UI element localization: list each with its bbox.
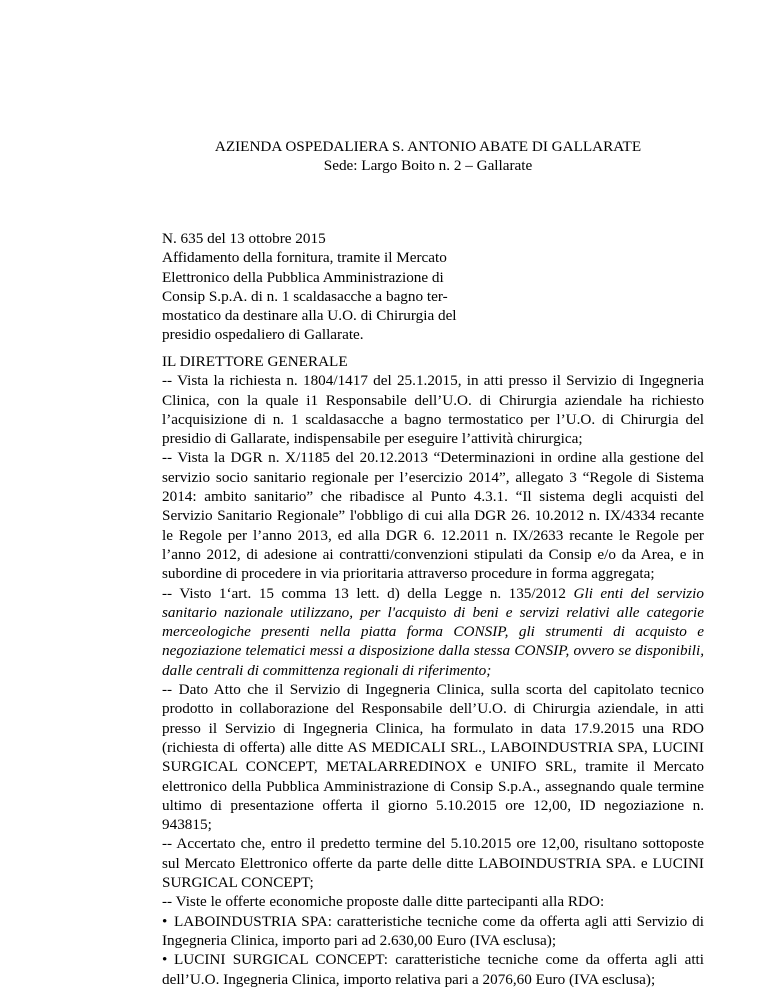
bullet-icon: • xyxy=(162,912,168,930)
law-reference: -- Visto 1‘art. 15 comma 13 lett. d) della Legge n. 135/2012 xyxy=(162,584,574,602)
reference-line: Consip S.p.A. di n. 1 scaldasacche a bagno ter- xyxy=(162,287,448,305)
reference-line: Affidamento della fornitura, tramite il Mercato xyxy=(162,249,447,267)
document-header xyxy=(0,137,768,175)
paragraph-offers-intro: -- Viste le offerte economiche proposte dalle ditte partecipanti alla RDO: xyxy=(162,893,605,911)
paragraph-offers-received: -- Accertato che, entro il predetto termine del 5.10.2015 ore 12,00, risultano sottoposte sul Mercato Elettronico offerte da parte delle ditte LABOINDUSTRIA SPA. e LUCINI SURGICAL CONCEPT; xyxy=(162,835,704,892)
paragraph-rdo: -- Dato Atto che il Servizio di Ingegneria Clinica, sulla scorta del capitolato tecnico prodotto in collaborazione del Responsabile dell’U.O. di Chirurgia aziendale, in atti presso il Servizio di Ingegneria Clinica, ha formulato in data 17.9.2015 una RDO (richiesta di offerta) alle ditte AS MEDICALI SRL., LABOINDUSTRIA SPA, LUCINI SURGICAL CONCEPT, METALARREDINOX e UNIFO SRL, tramite il Mercato elettronico della Pubblica Amministrazione di Consip S.p.A., assegnando quale termine ultimo di presentazione offerta il giorno 5.10.2015 ore 12,00, ID negoziazione n. 943815; xyxy=(162,681,704,834)
bullet-text: LUCINI SURGICAL CONCEPT: caratteristiche tecniche come da offerta agli atti dell’U.O. Ingegneria Clinica, importo relativa pari a 2076,60 Euro (IVA esclusa); xyxy=(162,951,704,988)
reference-line: N. 635 del 13 ottobre 2015 xyxy=(162,230,326,247)
paragraph-law xyxy=(162,584,704,680)
section-title: IL DIRETTORE GENERALE xyxy=(162,353,348,370)
bullet-icon: • xyxy=(162,951,168,969)
hospital-name: AZIENDA OSPEDALIERA S. ANTONIO ABATE DI GALLARATE xyxy=(214,138,642,155)
document-body xyxy=(162,352,704,989)
paragraph-request: -- Vista la richiesta n. 1804/1417 del 25.1.2015, in atti presso il Servizio di Ingegneria Clinica, con la quale i1 Responsabile dell’U.O. di Chirurgia aziendale ha richiesto l’acquisizione di n. 1 scaldasacche a bagno termostatico per l’U.O. di Chirurgia del presidio di Gallarate, indispensabile per eseguire l’attività chirurgica; xyxy=(162,372,704,448)
reference-line: presidio ospedaliero di Gallarate. xyxy=(162,326,364,344)
reference-line: mostatico da destinare alla U.O. di Chirurgia del xyxy=(162,307,457,325)
determination-reference xyxy=(162,229,482,345)
bullet-item xyxy=(162,912,704,951)
hospital-address: Sede: Largo Boito n. 2 – Gallarate xyxy=(323,157,533,174)
law-quote: Gli enti del servizio sanitario nazionale utilizzano, per l'acquisto di beni e servizi relativi alle categorie merceologiche presenti nella piatta forma CONSIP, gli strumenti di acquisto e negoziazione telematici messi a disposizione dalla stessa CONSIP, ovvero se disponibili, dalle centrali di committenza regionali di riferimento; xyxy=(162,584,704,679)
reference-line: Elettronico della Pubblica Amministrazione di xyxy=(162,268,444,286)
bullet-item xyxy=(162,950,704,989)
paragraph-dgr: -- Vista la DGR n. X/1185 del 20.12.2013 “Determinazioni in ordine alla gestione del servizio socio sanitario regionale per l’esercizio 2014”, allegato 3 “Regole di Sistema 2014: ambito sanitario” che ribadisce al Punto 4.3.1. “Il sistema degli acquisti del Servizio Sanitario Regionale” l'obbligo di cui alla DGR 26. 10.2012 n. IX/4334 recante le Regole per l’anno 2013, ed alla DGR 6. 12.2011 n. IX/2633 recante le Regole per l’anno 2012, di adesione ai contratti/convenzioni stipulati da Consip e/o da Area, e in subordine di procedere in via prioritaria attraverso procedure in forma aggregata; xyxy=(162,449,704,583)
bullet-text: LABOINDUSTRIA SPA: caratteristiche tecniche come da offerta agli atti Servizio di Ingegneria Clinica, importo pari ad 2.630,00 Euro (IVA esclusa); xyxy=(162,912,704,949)
